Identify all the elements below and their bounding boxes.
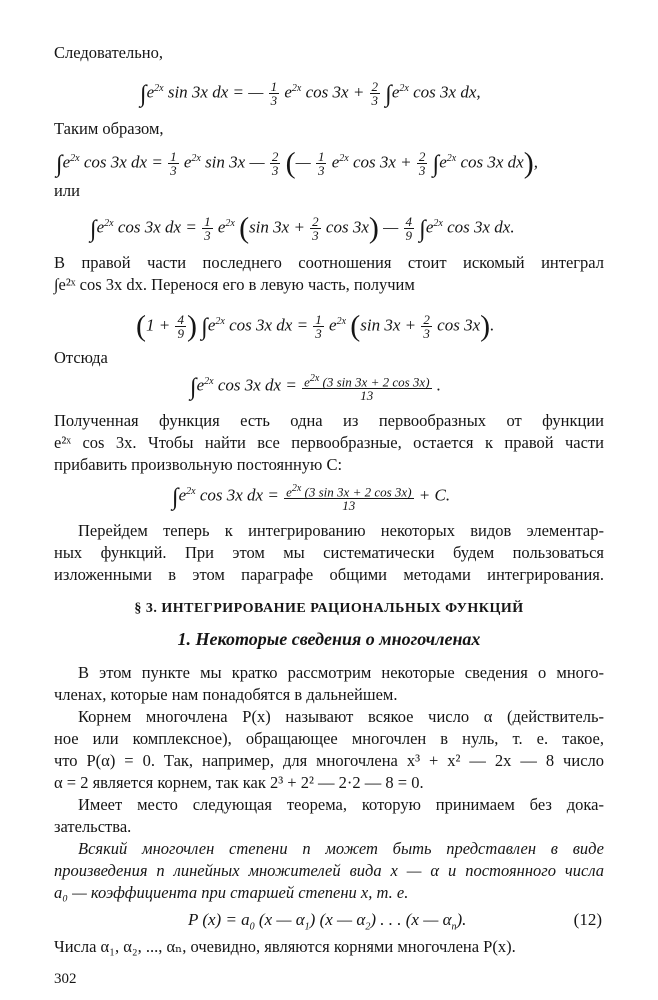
equation-4: (1 + $\frac{4}{9}$ ) $\int e^{2x}$ cos 3x dx = $\frac{1}{3}$ $e^{2x}$ (sin 3x + $\frac{2}{3}$ cos 3x). [136,309,495,343]
page-number: 302 [54,971,77,987]
paragraph-2-line-1: Полученная функция есть одна из первообразных от функции [54,411,604,430]
equation-5: $\int e^{2x}$ cos 3x dx = $\frac{e^{2x} (3 \sin 3x + 2 \cos 3x)}{13}$ . [190,372,442,403]
theorem-line-3: a₀ — коэффициента при старшей степени x, т. е. [54,883,409,902]
theorem-line-1: Всякий многочлен степени n может быть представлен в виде [78,839,604,858]
text-sledovatelno: Следовательно, [54,43,163,62]
paragraph-3-line-1: Перейдем теперь к интегрированию некоторых видов элементар- [78,521,604,540]
text-takim-obrazom: Таким образом, [54,119,164,138]
section-heading: § 3. ИНТЕГРИРОВАНИЕ РАЦИОНАЛЬНЫХ ФУНКЦИЙ [134,601,524,616]
paragraph-1-line-2: ∫e²ˣ cos 3x dx. Перенося его в левую часть, получим [54,275,415,294]
equation-3: $\int e^{2x}$ cos 3x dx = $\frac{1}{3}$ $e^{2x}$ (sin 3x + $\frac{2}{3}$ cos 3x) — $\frac{4}{9}$ $\int e^{2x}$ cos 3x dx. [90,211,515,245]
last-line: Числа α₁, α₂, ..., αₙ, очевидно, являются корнями многочлена P(x). [54,937,516,956]
paragraph-4-line-1: В этом пункте мы кратко рассмотрим некоторые сведения о много- [78,663,604,682]
paragraph-2-line-2: e²ˣ cos 3x. Чтобы найти все первообразные, остается к правой части [54,433,604,452]
paragraph-4-line-2: членах, которые нам понадобятся в дальнейшем. [54,685,398,704]
paragraph-5-line-3: что P(α) = 0. Так, например, для многочлена x³ + x² — 2x — 8 число [54,751,604,770]
equation-1: $\int e^{2x}$ sin 3x dx = — $\frac{1}{3}$ $e^{2x}$ cos 3x + $\frac{2}{3}$ $\int e^{2x}$ cos 3x dx, [140,79,481,109]
paragraph-2-line-3: прибавить произвольную постоянную C: [54,455,343,474]
subsection-heading: 1. Некоторые сведения о многочленах [177,629,481,649]
paragraph-5-line-4: α = 2 является корнем, так как 2³ + 2² — 2·2 — 8 = 0. [54,773,424,792]
paragraph-5-line-1: Корнем многочлена P(x) называют всякое число α (действитель- [78,707,604,726]
equation-7: P $(x) = a_0$ (x — $\alpha_1$) (x — $\alpha_2$) . . . (x — $\alpha_n$). [188,910,467,933]
paragraph-6-line-1: Имеет место следующая теорема, которую принимаем без дока- [78,795,604,814]
paragraph-6-line-2: зательства. [54,817,132,836]
paragraph-3-line-2: ных функций. При этом мы систематически будем пользоваться [54,543,604,562]
equation-7-number: (12) [573,910,602,929]
text-otsyuda: Отсюда [54,348,108,367]
text-ili: или [54,181,80,200]
equation-6: $\int e^{2x}$ cos 3x dx = $\frac{e^{2x} (3 \sin 3x + 2 \cos 3x)}{13}$ + C. [172,482,451,513]
equation-2: $\int e^{2x}$ cos 3x dx = $\frac{1}{3}$ $e^{2x}$ sin 3x — $\frac{2}{3}$ (— $\frac{1}{3}$ $e^{2x}$ cos 3x + $\frac{2}{3}$ $\int e^{2x}$ cos 3x dx), [56,146,538,180]
paragraph-3-line-3: изложенными в этом параграфе общими методами интегрирования. [54,565,604,584]
theorem-line-2: произведения n линейных множителей вида x — α и постоянного числа [54,861,604,880]
paragraph-5-line-2: ное или комплексное), обращающее многочлен в нуль, т. е. такое, [54,729,604,748]
paragraph-1-line-1: В правой части последнего соотношения стоит искомый интеграл [54,253,604,272]
